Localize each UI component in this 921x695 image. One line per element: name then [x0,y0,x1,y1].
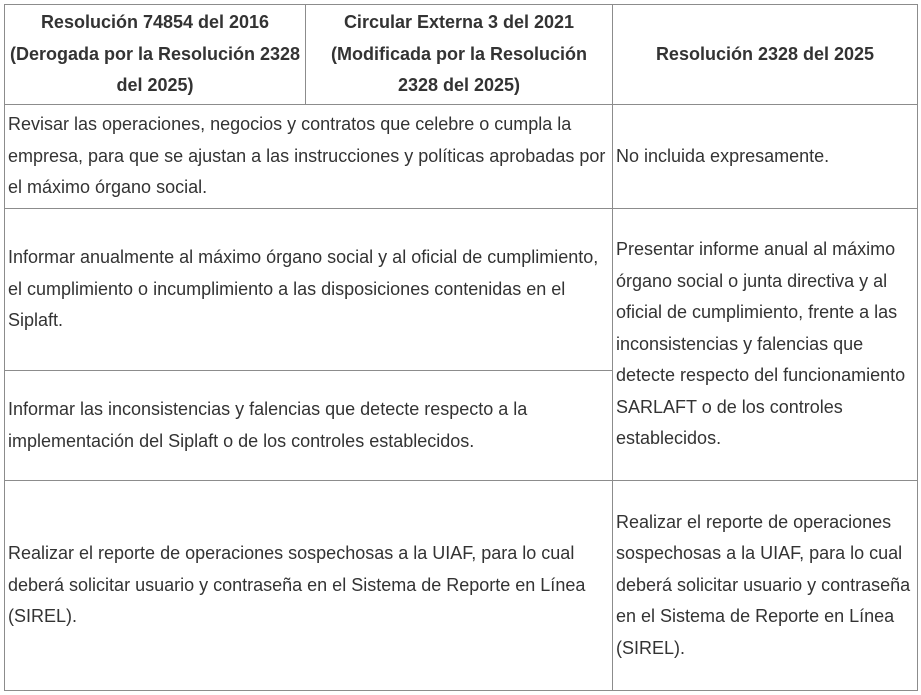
table-header-row [5,5,918,105]
table-row [5,105,918,209]
cell-previous-rule: Revisar las operaciones, negocios y contratos que celebre o cumpla la empresa, para que se ajustan a las instrucciones y políticas aprobadas por el máximo órgano social. [5,105,613,209]
header-resolucion-2328: Resolución 2328 del 2025 [613,5,918,105]
header-resolucion-74854: Resolución 74854 del 2016 (Derogada por la Resolución 2328 del 2025) [5,5,306,105]
table-row [5,481,918,691]
cell-previous-rule: Informar las inconsistencias y falencias que detecte respecto a la implementación del Siplaft o de los controles establecidos. [5,371,613,481]
cell-previous-rule: Realizar el reporte de operaciones sospechosas a la UIAF, para lo cual deberá solicitar usuario y contraseña en el Sistema de Reporte en Línea (SIREL). [5,481,613,691]
cell-new-rule: No incluida expresamente. [613,105,918,209]
header-circular-externa-3: Circular Externa 3 del 2021 (Modificada por la Resolución 2328 del 2025) [306,5,613,105]
table-row [5,209,918,371]
cell-new-rule: Realizar el reporte de operaciones sospechosas a la UIAF, para lo cual deberá solicitar usuario y contraseña en el Sistema de Reporte en Línea (SIREL). [613,481,918,691]
cell-new-rule: Presentar informe anual al máximo órgano social o junta directiva y al oficial de cumplimiento, frente a las inconsistencias y falencias que detecte respecto del funcionamiento SARLAFT o de los controles establecidos. [613,209,918,481]
cell-previous-rule: Informar anualmente al máximo órgano social y al oficial de cumplimiento, el cumplimiento o incumplimiento a las disposiciones contenidas en el Siplaft. [5,209,613,371]
comparison-table [4,4,918,691]
